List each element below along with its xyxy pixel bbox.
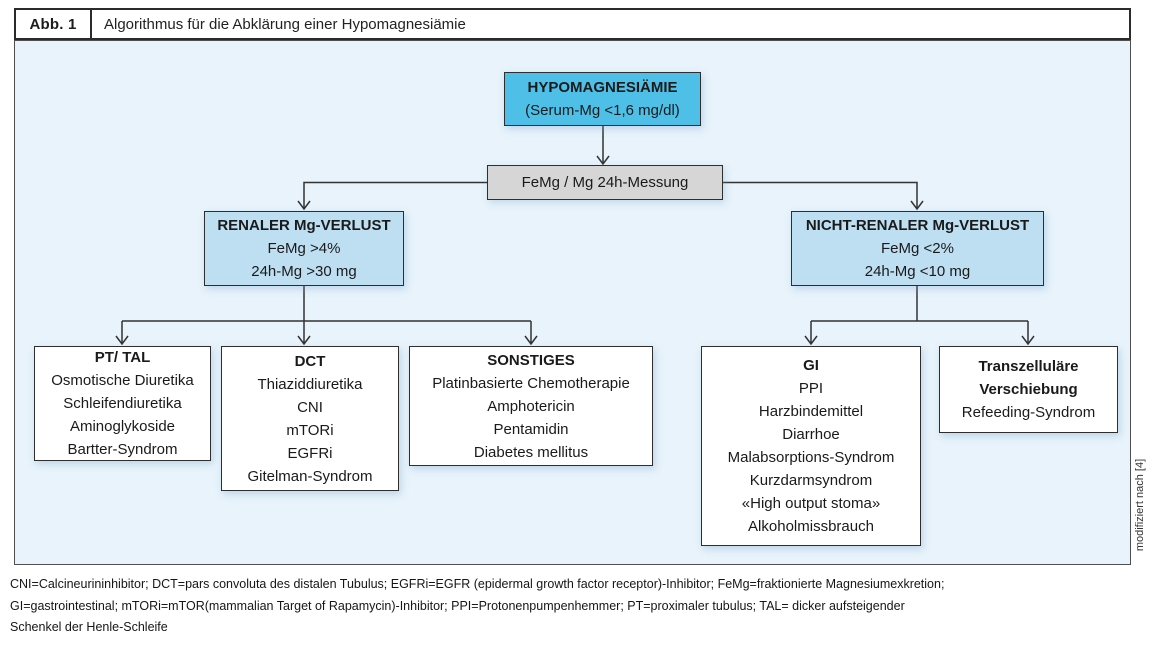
list-item: Harzbindemittel [758, 403, 864, 420]
legend-line: GI=gastrointestinal; mTORi=mTOR(mammalian Target of Rapamycin)-Inhibitor; PPI=Protonenpumpenhemmer; PT=proximaler tubulus; TAL= dicker aufsteigender [10, 598, 905, 613]
node-title: PT/ TAL [94, 349, 151, 366]
list-item: Malabsorptions-Syndrom [727, 449, 895, 466]
list-item: Pentamidin [493, 420, 569, 438]
list-item: Gitelman-Syndrom [247, 467, 373, 485]
source-credit: modifiziert nach [4] [1134, 458, 1146, 552]
list-item: Osmotische Diuretika [51, 372, 194, 389]
node-line: 24h-Mg >30 mg [251, 263, 357, 280]
list-item: mTORi [286, 421, 334, 439]
list-item: Diarrhoe [782, 426, 840, 443]
list-item: Diabetes mellitus [473, 443, 589, 461]
arrowhead-icon [298, 336, 310, 344]
node-transzellulaere-verschiebung [939, 346, 1118, 433]
node-renaler-mg-verlust [204, 211, 404, 286]
abbreviation-legend [10, 574, 1142, 639]
node-nicht-renaler-mg-verlust [791, 211, 1044, 286]
node-title: SONSTIGES [487, 351, 575, 369]
list-item: Bartter-Syndrom [67, 441, 178, 458]
figure-header [14, 8, 1131, 40]
node-title: Transzelluläre [978, 358, 1079, 375]
node-title: DCT [294, 352, 326, 370]
list-item: Kurzdarmsyndrom [749, 472, 873, 489]
node-title: NICHT-RENALER Mg-VERLUST [805, 217, 1030, 234]
legend-line: CNI=Calcineurininhibitor; DCT=pars convoluta des distalen Tubulus; EGFRi=EGFR (epidermal growth factor receptor)-Inhibitor; FeMg=fraktionierte Magnesiumexkretion; [10, 577, 945, 591]
arrowhead-icon [298, 201, 310, 209]
list-item: Refeeding-Syndrom [961, 404, 1096, 421]
list-item: Amphotericin [487, 397, 575, 415]
list-item: Platinbasierte Chemotherapie [432, 374, 630, 392]
legend-line: Schenkel der Henle-Schleife [10, 620, 168, 634]
node-femg-messung [487, 165, 723, 200]
node-line: FeMg <2% [881, 240, 954, 257]
figure-label: Abb. 1 [16, 10, 92, 38]
node-title: Verschiebung [979, 381, 1078, 398]
arrowhead-icon [525, 336, 537, 344]
connector-line [723, 183, 917, 209]
node-dct [221, 346, 399, 491]
list-item: CNI [297, 398, 323, 416]
list-item: Aminoglykoside [69, 418, 176, 435]
node-title: GI [803, 357, 819, 374]
list-item: PPI [798, 380, 824, 397]
arrowhead-icon [597, 156, 609, 164]
node-sonstiges [409, 346, 653, 466]
node-gi [701, 346, 921, 546]
arrowhead-icon [1022, 336, 1034, 344]
node-hypomagnesiaemie [504, 72, 701, 126]
list-item: Schleifendiuretika [63, 395, 182, 412]
flowchart-panel [14, 40, 1131, 565]
arrowhead-icon [911, 201, 923, 209]
arrowhead-icon [116, 336, 128, 344]
list-item: Thiaziddiuretika [257, 375, 363, 393]
node-pt-tal [34, 346, 211, 461]
node-label: FeMg / Mg 24h-Messung [521, 174, 689, 191]
list-item: «High output stoma» [741, 495, 881, 512]
node-title: HYPOMAGNESIÄMIE [527, 79, 678, 96]
list-item: Alkoholmissbrauch [748, 518, 874, 535]
arrowhead-icon [805, 336, 817, 344]
list-item: EGFRi [287, 444, 333, 462]
figure-title: Algorithmus für die Abklärung einer Hypomagnesiämie [104, 15, 466, 33]
connector-line [304, 183, 487, 209]
node-line: FeMg >4% [267, 240, 341, 257]
node-line: 24h-Mg <10 mg [864, 263, 971, 280]
node-subtitle: (Serum-Mg <1,6 mg/dl) [525, 102, 680, 119]
node-title: RENALER Mg-VERLUST [217, 217, 391, 234]
